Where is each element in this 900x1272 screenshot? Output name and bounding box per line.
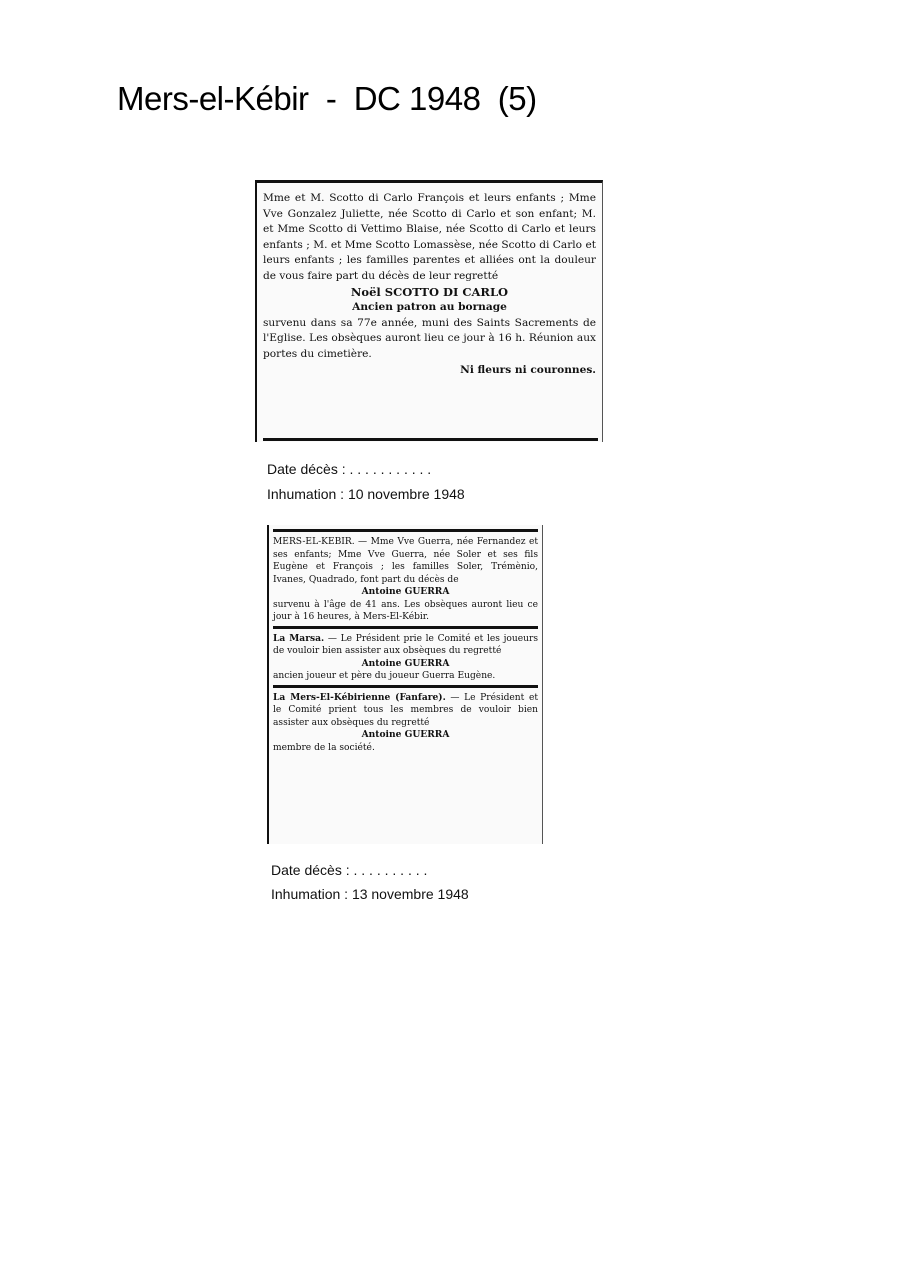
deceased-name: Antoine GUERRA: [361, 729, 450, 740]
notice-details: membre de la société.: [273, 742, 375, 753]
notice-body: Mme et M. Scotto di Carlo François et leurs enfants ; Mme Vve Gonzalez Juliette, née Scotto di Carlo et son enfant; M. et Mme Scotto di Vettimo Blaise, née Scotto di Carlo et leurs enfants ; M. et Mme Scotto Lomassèse, née Scotto di Carlo et leurs enfants ; les familles parentes et alliées ont la douleur de vous faire part du décès de leur regretté: [263, 192, 596, 282]
date-deces-caption: Date décès : . . . . . . . . . . .: [267, 461, 432, 477]
notice-paragraph: [273, 692, 538, 730]
notice-paragraph: [273, 633, 538, 658]
deceased-name: Antoine GUERRA: [361, 586, 450, 597]
clipping-rule: [263, 438, 598, 441]
page-title: Mers-el-Kébir - DC 1948 (5): [117, 80, 537, 117]
clipping-rule: [273, 529, 538, 532]
inhumation-caption: Inhumation : 10 novembre 1948: [267, 486, 465, 502]
obituary-clipping-scotto: [255, 180, 603, 442]
clipping-rule: [273, 626, 538, 629]
deceased-name: Noël SCOTTO DI CARLO: [350, 284, 509, 299]
inhumation-caption: Inhumation : 13 novembre 1948: [271, 886, 469, 902]
clipping-rule: [273, 685, 538, 688]
notice-details: ancien joueur et père du joueur Guerra Eugène.: [273, 671, 496, 681]
notice-details: survenu dans sa 77e année, muni des Saints Sacrements de l'Eglise. Les obsèques auront lieu ce jour à 16 h. Réunion aux portes du cimetière.: [263, 316, 596, 360]
notice-lead: La Marsa.: [273, 632, 325, 644]
date-deces-caption: Date décès : . . . . . . . . . .: [271, 862, 428, 878]
obituary-clipping-guerra: [267, 525, 543, 844]
notice-body: — Le Président et le Comité prient tous les membres de vouloir bien assister aux obsèques du regretté: [273, 692, 538, 728]
notice-details: survenu à l'âge de 41 ans. Les obsèques auront lieu ce jour à 16 heures, à Mers-El-Kébir.: [273, 599, 538, 622]
notice-body: — Le Président prie le Comité et les joueurs de vouloir bien assister aux obsèques du regretté: [273, 633, 539, 656]
notice-closing: Ni fleurs ni couronnes.: [460, 363, 596, 376]
deceased-role: Ancien patron au bornage: [352, 301, 507, 314]
notice-lead: La Mers-El-Kébirienne (Fanfare).: [273, 691, 446, 703]
deceased-name: Antoine GUERRA: [361, 657, 450, 669]
notice-body: MERS-EL-KEBIR. — Mme Vve Guerra, née Fernandez et ses enfants; Mme Vve Guerra, née Soler et ses fils Eugène et François ; les familles Soler, Trémènio, Ivanes, Quadrado, font part du décès de: [273, 537, 538, 585]
